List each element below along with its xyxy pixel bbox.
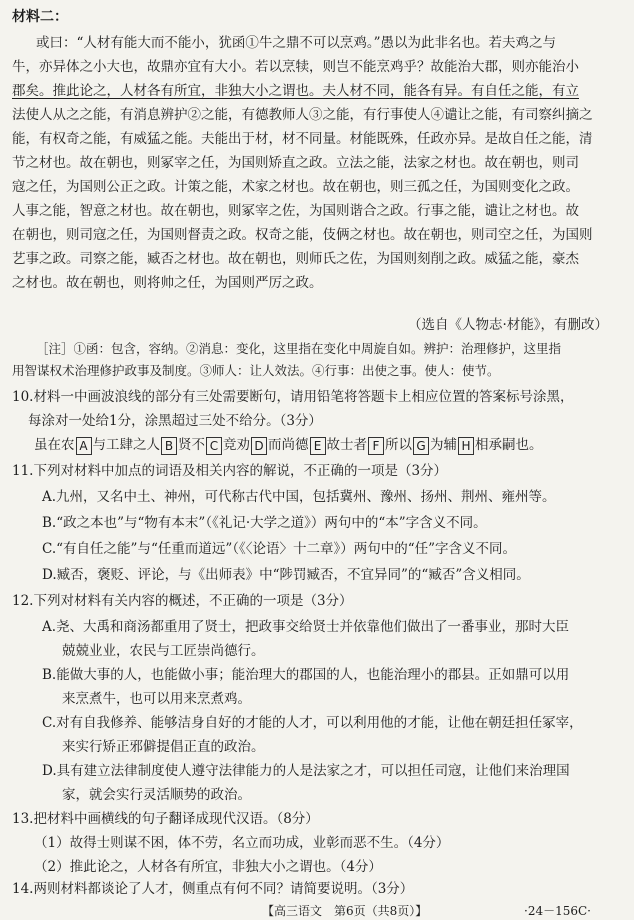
segment: 相承嗣也。 (475, 437, 543, 453)
question-12-option-b-cont: 来烹煮牛，也可以用来烹煮鸡。 (62, 691, 251, 707)
question-13-item-2: （2）推此论之，人材各有所宜，非独大小之谓也。（4分） (34, 859, 382, 875)
question-12-option-a-cont: 兢兢业业，农民与工匠崇尚德行。 (62, 643, 265, 659)
footer-page-info: 【高三语文 第6页（共8页）】 (262, 904, 428, 918)
segment: 与工肆之人 (92, 437, 160, 453)
answer-box[interactable]: C (206, 437, 222, 455)
question-10-sentence (34, 436, 634, 455)
question-10-stem: 10.材料一中画波浪线的部分有三处需要断句，请用铅笔将答题卡上相应位置的答案标号涂黑， (12, 389, 574, 405)
passage-line: 或曰：“人材有能大而不能小，犹函①牛之鼎不可以烹鸡。”愚以为此非名也。若夫鸡之与 (36, 35, 557, 51)
segment: 所以 (385, 437, 412, 453)
question-11-option-d: D.臧否，褒贬、评论，与《出师表》中“陟罚臧否，不宜异同”的“臧否”含义相同。 (42, 567, 530, 583)
passage-line: 郡矣。推此论之，人材各有所宜，非独大小之谓也。夫人材不同，能各有异。有自任之能，有立 (12, 83, 579, 99)
answer-box[interactable]: B (161, 437, 177, 455)
segment: 故士者 (326, 437, 367, 453)
source-citation: （选自《人物志·材能》，有删改） (408, 317, 609, 333)
answer-box[interactable]: D (251, 437, 267, 455)
question-12-option-d: D.具有建立法律制度使人遵守法律能力的人是法家之才，可以担任司寇，让他们来治理国 (42, 763, 570, 779)
question-12-option-a: A.尧、大禹和商汤都重用了贤士，把政事交给贤士并依靠他们做出了一番事业，那时大臣 (42, 619, 570, 635)
question-11-option-b: B.“政之本也”与“物有本末”（《礼记·大学之道》）两句中的“本”字含义不同。 (42, 515, 487, 531)
annotation-line: ［注］①函：包含，容纳。②消息：变化，这里指在变化中周旋自如。辨护：治理修护，这里指 (36, 341, 562, 356)
material-title: 材料二： (12, 9, 68, 25)
question-12-option-b: B.能做大事的人，也能做小事；能治理大的郡国的人，也能治理小的郡县。正如鼎可以用 (42, 667, 570, 683)
question-12-option-c-cont: 来实行矫正邪僻提倡正直的政治。 (62, 739, 265, 755)
answer-box[interactable]: G (413, 437, 429, 455)
question-11-option-c: C.“有自任之能”与“任重而道远”（《〈论语〉十二章》）两句中的“任”字含义不同。 (42, 541, 517, 557)
passage-line: 牛，亦异体之小大也，故鼎亦宜有大小。若以烹犊，则岂不能烹鸡乎？故能治大郡，则亦能治小 (12, 59, 579, 75)
passage-line: 能，有权奇之能，有威猛之能。夫能出于材，材不同量。材能既殊，任政亦异。是故自任之能，清 (12, 131, 593, 147)
passage-line: 艺事之政。司察之能，臧否之材也。故在朝也，则师氏之佐，为国则刻削之政。威猛之能，豪杰 (12, 251, 579, 267)
question-12-option-c: C.对有自我修养、能够洁身自好的才能的人才，可以利用他的才能，让他在朝廷担任冢宰， (42, 715, 583, 731)
answer-box[interactable]: F (368, 437, 384, 455)
question-13-item-1: （1）故得士则谋不困，体不劳，名立而功成，业彰而恶不生。（4分） (34, 835, 450, 851)
answer-box[interactable]: H (458, 437, 474, 455)
segment: 虽在农 (34, 437, 75, 453)
segment: 为辅 (430, 437, 457, 453)
question-13-stem: 13.把材料中画横线的句子翻译成现代汉语。（8分） (12, 811, 319, 827)
question-12-stem: 12.下列对材料有关内容的概述，不正确的一项是（3分） (12, 593, 353, 609)
footer-code: ·24－156C· (524, 904, 591, 918)
question-10-stem: 每涂对一处给1分，涂黑超过三处不给分。（3分） (28, 413, 322, 429)
question-11-option-a: A.九州，又名中土、神州，可代称古代中国，包括冀州、豫州、扬州、荆州、雍州等。 (42, 489, 556, 505)
question-14-stem: 14.两则材料都谈论了人才，侧重点有何不同？请简要说明。（3分） (12, 881, 414, 897)
passage-line: 寇之任，为国则公正之政。计策之能，术家之材也。故在朝也，则三孤之任，为国则变化之政。 (12, 179, 579, 195)
segment: 贤不 (178, 437, 205, 453)
passage-line: 人事之能，智意之材也。故在朝也，则冢宰之佐，为国则谐合之政。行事之能，谴让之材也。故 (12, 203, 579, 219)
passage-line: 之材也。故在朝也，则将帅之任，为国则严厉之政。 (12, 275, 323, 291)
passage-line: 在朝也，则司寇之任，为国则督责之政。权奇之能，伎俩之材也。故在朝也，则司空之任，为国则 (12, 227, 593, 243)
segment: 竞劝 (223, 437, 250, 453)
passage-line: 法使人从之之能，有消息辨护②之能，有德教师人③之能，有行事使人④谴让之能，有司察纠摘之 (12, 107, 593, 123)
annotation-line: 用智谋权术治理修护政事及制度。③师人：让人效法。④行事：出使之事。使人：使节。 (12, 363, 500, 378)
question-11-stem: 11.下列对材料中加点的词语及相关内容的解说，不正确的一项是（3分） (12, 463, 448, 479)
question-12-option-d-cont: 家，就会实行灵活顺势的政治。 (62, 787, 251, 803)
answer-box[interactable]: A (76, 437, 92, 455)
passage-line: 节之材也。故在朝也，则冢宰之任，为国则矫直之政。立法之能，法家之材也。故在朝也，则司 (12, 155, 579, 171)
answer-box[interactable]: E (310, 437, 326, 455)
segment: 而尚德 (268, 437, 309, 453)
